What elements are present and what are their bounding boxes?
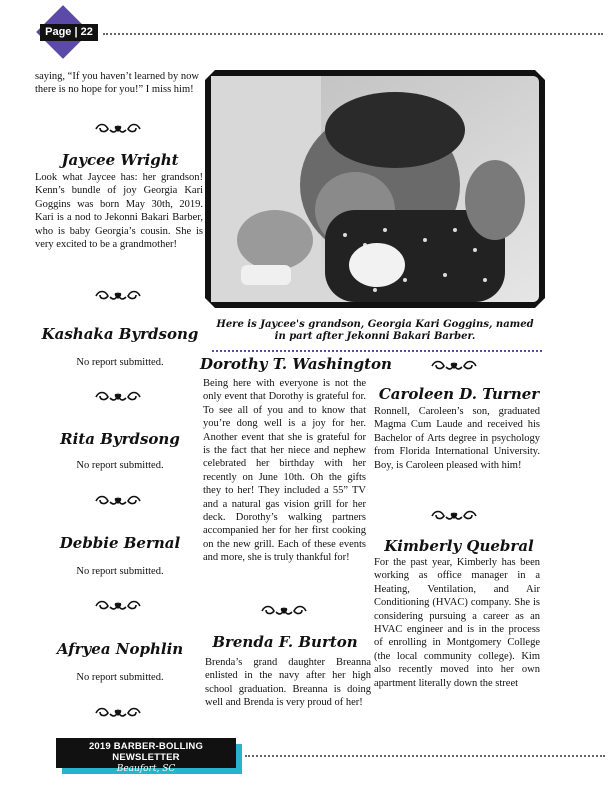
jaycee-text: Look what Jaycee has: her grandson! Kenn’s bundle of joy Georgia Kari Goggins was born May 30th, 2019. Kari is a nod to Jekonni Bakari Barber, who is baby Georgia’s cousin. She is very excited to be a grandmother!: [35, 172, 203, 251]
rita-text: No report submitted.: [76, 460, 164, 471]
footer-newsletter: 2019 BARBER-BOLLING NEWSLETTER: [88, 741, 204, 763]
dorothy-name: Dorothy T. Washington: [200, 355, 392, 373]
baby-photo: [205, 70, 545, 308]
photo-caption: [205, 319, 545, 343]
caption-line-1: Here is Jaycee's grandson, Georgia Kari Goggins, named: [216, 319, 534, 330]
page-label: Page: [45, 26, 72, 38]
caption-rule: [212, 350, 542, 352]
divider-ornament: [258, 603, 310, 619]
brenda-name: Brenda F. Burton: [212, 633, 358, 651]
afryea-text: No report submitted.: [76, 672, 164, 683]
page-number: 22: [80, 26, 93, 38]
divider-ornament: [92, 121, 144, 137]
afryea-name: Afryea Nophlin: [56, 640, 184, 658]
divider-ornament: [92, 705, 144, 721]
kashaka-text: No report submitted.: [76, 357, 164, 368]
debbie-name: Debbie Bernal: [59, 534, 181, 552]
divider-ornament: [428, 508, 480, 524]
divider-ornament: [92, 598, 144, 614]
divider-ornament: [92, 389, 144, 405]
kimberly-text: For the past year, Kimberly has been working as office manager in a Heating, Ventilation, and Air Conditioning (HVAC) company. She is considering pursuing a career as an HVAC engineer and is in the process of enrolling in Montgomery College (the local community college). Kim also recently moved into her own apartment literally down the street: [374, 557, 540, 689]
caroleen-text: Ronnell, Caroleen’s son, graduated Magma Cum Laude and received his Bachelor of Arts degree in psychology from Florida International University. Boy, is Caroleen pleased with him!: [374, 406, 540, 471]
brenda-text: Brenda’s grand daughter Breanna enlisted in the navy after her high school graduation. Breanna is doing well and Brenda is very proud of her!: [205, 657, 371, 709]
caption-line-2: in part after Jekonni Bakari Barber.: [274, 331, 476, 342]
footer-location: Beaufort, SC: [116, 764, 176, 774]
debbie-text: No report submitted.: [76, 566, 164, 577]
divider-ornament: [428, 358, 480, 374]
rita-name: Rita Byrdsong: [60, 430, 180, 448]
intro-text: saying, “If you haven’t learned by now there is no hope for you!” I miss him!: [35, 71, 199, 96]
divider-ornament: [92, 493, 144, 509]
caroleen-name: Caroleen D. Turner: [378, 385, 540, 403]
page-number-box: Page | 22: [40, 24, 98, 41]
header-rule: [103, 33, 603, 35]
jaycee-name: Jaycee Wright: [61, 151, 179, 169]
dorothy-text: Being here with everyone is not the only event that Dorothy is grateful for. To see all of you and to know that you’re dong well is a joy for her. Another event that she is grateful for is the fact that her niece and nephew celebrated her birthday with her recently on June 10th. Oh the gifts they to her! They included a 55” TV and a natural gas vision grill for her deck. Dorothy’s walking partners accompanied her for her first cooking on the new grill. Each of these events and more, she is truly thankful for!: [203, 378, 366, 564]
kimberly-name: Kimberly Quebral: [384, 537, 534, 555]
divider-ornament: [92, 288, 144, 304]
kashaka-name: Kashaka Byrdsong: [41, 325, 199, 343]
footer-box: [56, 738, 236, 774]
footer-rule: [245, 755, 605, 757]
